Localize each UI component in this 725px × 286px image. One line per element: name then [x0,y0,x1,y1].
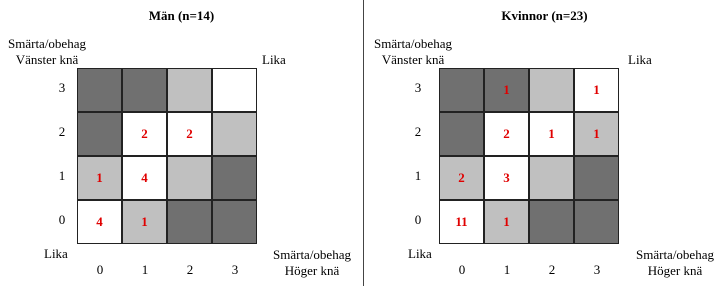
heatmap-cell: 4 [122,156,167,200]
x-tick-label: 2 [186,262,194,277]
y-tick-label: 1 [414,168,422,183]
y-tick-label: 2 [58,124,66,139]
heatmap-cell [212,112,257,156]
heatmap-cell [167,200,212,244]
x-tick-label: 3 [593,262,601,277]
heatmap-cell: 2 [484,112,529,156]
heatmap-cell [439,68,484,112]
y-axis-label-line1: Smärta/obehag [8,36,86,51]
x-tick-label: 3 [231,262,239,277]
heatmap-cell: 11 [439,200,484,244]
x-tick-label: 0 [458,262,466,277]
heatmap-cell [77,68,122,112]
bottom-left-label: Lika [408,246,432,261]
heatmap-cell [167,156,212,200]
y-tick-label: 3 [58,80,66,95]
heatmap-cell [529,200,574,244]
x-axis-label-line1: Smärta/obehag [636,247,714,262]
heatmap-cell [439,112,484,156]
bottom-left-label: Lika [44,246,68,261]
x-axis-label-line1: Smärta/obehag [273,247,351,262]
x-axis-label-line2: Höger knä [647,263,703,278]
chart-women [364,0,725,286]
heatmap-grid [77,68,257,244]
heatmap-cell: 4 [77,200,122,244]
heatmap-cell: 1 [484,200,529,244]
x-tick-label: 1 [503,262,511,277]
x-tick-label: 1 [141,262,149,277]
heatmap-cell: 3 [484,156,529,200]
chart-title: Kvinnor (n=23) [501,8,588,23]
y-axis-label-line2: Vänster knä [381,52,445,67]
heatmap-cell [212,68,257,112]
heatmap-cell: 1 [122,200,167,244]
heatmap-cell [212,200,257,244]
heatmap-cell: 1 [529,112,574,156]
heatmap-cell: 1 [574,112,619,156]
heatmap-cell [574,200,619,244]
x-tick-label: 2 [548,262,556,277]
y-tick-label: 1 [58,168,66,183]
heatmap-grid [439,68,619,244]
heatmap-cell [574,156,619,200]
heatmap-cell [529,68,574,112]
heatmap-cell [77,112,122,156]
heatmap-cell [529,156,574,200]
heatmap-cell [122,68,167,112]
heatmap-cell: 1 [484,68,529,112]
heatmap-cell: 2 [167,112,212,156]
heatmap-cell: 1 [574,68,619,112]
heatmap-cell: 2 [439,156,484,200]
y-tick-label: 0 [414,212,422,227]
y-tick-label: 3 [414,80,422,95]
heatmap-cell [167,68,212,112]
heatmap-cell: 2 [122,112,167,156]
heatmap-cell: 1 [77,156,122,200]
y-tick-label: 0 [58,212,66,227]
y-axis-label-line2: Vänster knä [15,52,79,67]
x-tick-label: 0 [96,262,104,277]
chart-title: Män (n=14) [148,8,215,23]
y-tick-label: 2 [414,124,422,139]
x-axis-label-line2: Höger knä [284,263,340,278]
top-right-label: Lika [262,52,286,67]
top-right-label: Lika [628,52,652,67]
heatmap-cell [212,156,257,200]
y-axis-label-line1: Smärta/obehag [374,36,452,51]
